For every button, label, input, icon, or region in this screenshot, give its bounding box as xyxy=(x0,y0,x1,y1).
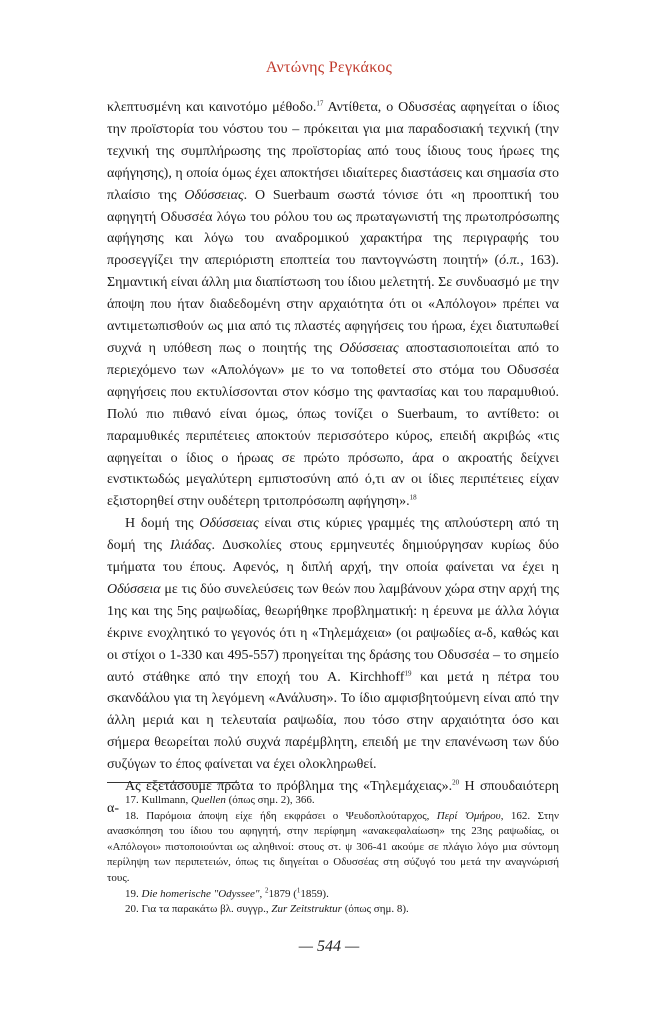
text-run: (όπως σημ. 8). xyxy=(341,903,409,916)
paragraph-1 xyxy=(107,97,559,513)
text-run: 1879 ( xyxy=(268,887,297,900)
footnote-18 xyxy=(107,809,559,887)
page-number: — 544 — xyxy=(298,938,360,955)
running-header: Αντώνης Ρεγκάκος xyxy=(265,59,393,76)
text-run: 18. Παρόμοια άποψη είχε ήδη εκφράσει ο Ψευδοπλούταρχος, xyxy=(125,809,437,822)
footnote-ref-20: 20 xyxy=(452,778,460,787)
footnote-20 xyxy=(107,902,559,918)
paragraph-2 xyxy=(107,513,559,776)
italic-title: Οδύσσεια xyxy=(107,581,161,597)
edition-superscript: 2 xyxy=(264,885,269,894)
text-run: με τις δύο συνελεύσεις των θεών που λαμβάνουν χώρα στην αρχή της 1ης και της 5ης ραψωδίας, θεωρήθηκε προβληματική: η έρευνα με άλλα λόγια έκρινε ενοχλητικό το γεγονός ότι η «Τηλεμάχεια» (οι ραψωδίες α-δ, καθώς και οι στίχοι ο 1-330 και 495-557) προηγείται της δράσης του Οδυσσέα – το σημείο αυτό στάθηκε από την εποχή του A. Kirchhoff xyxy=(107,581,559,685)
text-run: κλεπτυσμένη και καινοτόμο μέθοδο. xyxy=(107,100,317,115)
footnote-ref-17: 17 xyxy=(316,99,324,108)
text-run: Η δομή της xyxy=(125,516,200,532)
italic-title: Die homerische "Odyssee" xyxy=(141,887,260,900)
text-run: αποστασιοποιείται από το περιεχόμενο των «Απολόγων» με το να τοποθετεί στο στόμα του Οδυσσέα αφηγήσεις που εκτυλίσσονται στον κόσμο της φαντασίας και του παραμυθιού. Πολύ πιο πιθανό είναι όμως, όπως τονίζει ο Suerbaum, το αντίθετο: οι παραμυθικές περιπέτειες αποκτούν περισσότερο κύρος, επειδή ακριβώς «τις αφηγείται ο ίδιος ο ήρωας σε πρώτο πρόσωπο, άρα ο ακροατής δείχνει ενστικτωδώς μεγαλύτερη εμπιστοσύνη από ό,τι αν οι ίδιες περιπέτειες είχαν εξιστορηθεί στην ουδέτερη τριτοπρόσωπη αφήγηση». xyxy=(107,340,559,510)
italic-title: Οδύσσειας xyxy=(199,516,259,532)
text-run: Αντίθετα, ο Οδυσσέας αφηγείται ο ίδιος την προϊστορία του νόστου του – πρόκειται για μια παραδοσιακή τεχνική (την τεχνική της συμπλήρωσης της προϊστορίας από τους ίδιους τους ήρωες της αφήγησης), η οποία όμως έχει αποκτήσει ιδιαίτερες διαστάσεις και σημασία στο πλαίσιο της xyxy=(107,100,559,203)
text-run: και μετά η πέτρα του σκανδάλου για τη λεγόμενη «Ανάλυση». Το ίδιο αμφισβητούμενη είναι από την άλλη μεριά και η τελευταία ραψωδία, που τόσο στην αρχαιότητα όσο και σήμερα θεωρείται πολύ συχνά παρέμβλητη, επειδή με την επανένωση των δύο συζύγων το έπος φαίνεται να έχει ολοκληρωθεί. xyxy=(107,669,560,773)
text-run: είναι στις κύριες γραμμές της απλούστερη από τη δομή της xyxy=(107,516,559,554)
text-run: 17. Kullmann, xyxy=(125,794,191,806)
text-run: (όπως σημ. 2), 366. xyxy=(225,794,315,806)
footnote-19 xyxy=(107,887,559,903)
text-run: 19. xyxy=(125,887,142,900)
footnote-divider xyxy=(107,782,239,783)
italic-title: Zur Zeitstruktur xyxy=(271,903,342,916)
italic-title: Οδύσσειας xyxy=(339,340,399,356)
text-run: Η σπουδαιότερη α- xyxy=(107,779,559,816)
text-run: , 162. Στην ανασκόπηση του ίδιου του αφηγητή, στην περίφημη «ανακεφαλαίωση» της 23ης ραψωδίας, οι «Απόλογοι» πιστοποιούνται ως αληθινοί: στους στ. ψ 306-41 ακούμε σε πλάγιο λόγο μια σύντομη περίληψη των περιπετειών, όπως τις διηγείται ο Οδυσσέας στη σύζυγό του μετά την αναγνώρισή τους. xyxy=(107,809,559,884)
text-run: , xyxy=(259,887,265,900)
italic-title: Περί Ὁμήρου xyxy=(436,809,501,822)
edition-superscript: 1 xyxy=(296,885,301,894)
italic-title: Quellen xyxy=(191,794,226,806)
text-run: Ας εξετάσουμε πρώτα το πρόβλημα της «Τηλεμάχειας». xyxy=(125,779,453,795)
footnote-17 xyxy=(107,793,559,809)
text-run: . Ο Suerbaum σωστά τόνισε ότι «η προοπτική του αφηγητή Οδυσσέα λόγω του ρόλου του ως πρωταγωνιστή της πρωτοπρόσωπης αφήγησης και λόγω του αναδρομικού χαρακτήρα της περιγραφής του προσεγγίζει την απεριόριστη εποπτεία του παντογνώστη ποιητή» ( xyxy=(107,187,559,269)
text-run: . Δυσκολίες στους ερμηνευτές δημιούργησαν κυρίως δύο τμήματα του έπους. Αφενός, η διπλή αρχή, την οποία φαίνεται να έχει η xyxy=(107,538,559,576)
footnotes xyxy=(107,793,559,918)
text-run: 20. Για τα παρακάτω βλ. συγγρ., xyxy=(125,903,272,916)
italic-title: Ιλιάδας xyxy=(169,538,212,554)
text-run: , 163). Σημαντική είναι άλλη μια διαπίστωση του ίδιου μελετητή. Σε συνδυασμό με την άποψη που ήταν διαδεδομένη στην αρχαιότητα ότι οι «Απόλογοι» πρέπει να αντιμετωπισθούν ως μια από τις πλαστές αφηγήσεις του ήρωα, έχει διατυπωθεί συχνά η υπόθεση πως ο ποιητής της xyxy=(107,253,559,356)
italic-title: Οδύσσειας xyxy=(184,187,244,203)
main-text xyxy=(107,97,559,820)
footnote-ref-19: 19 xyxy=(404,668,412,677)
text-run: 1859). xyxy=(300,887,329,900)
footnote-ref-18: 18 xyxy=(409,493,417,502)
italic-abbrev: ό.π. xyxy=(499,253,521,269)
